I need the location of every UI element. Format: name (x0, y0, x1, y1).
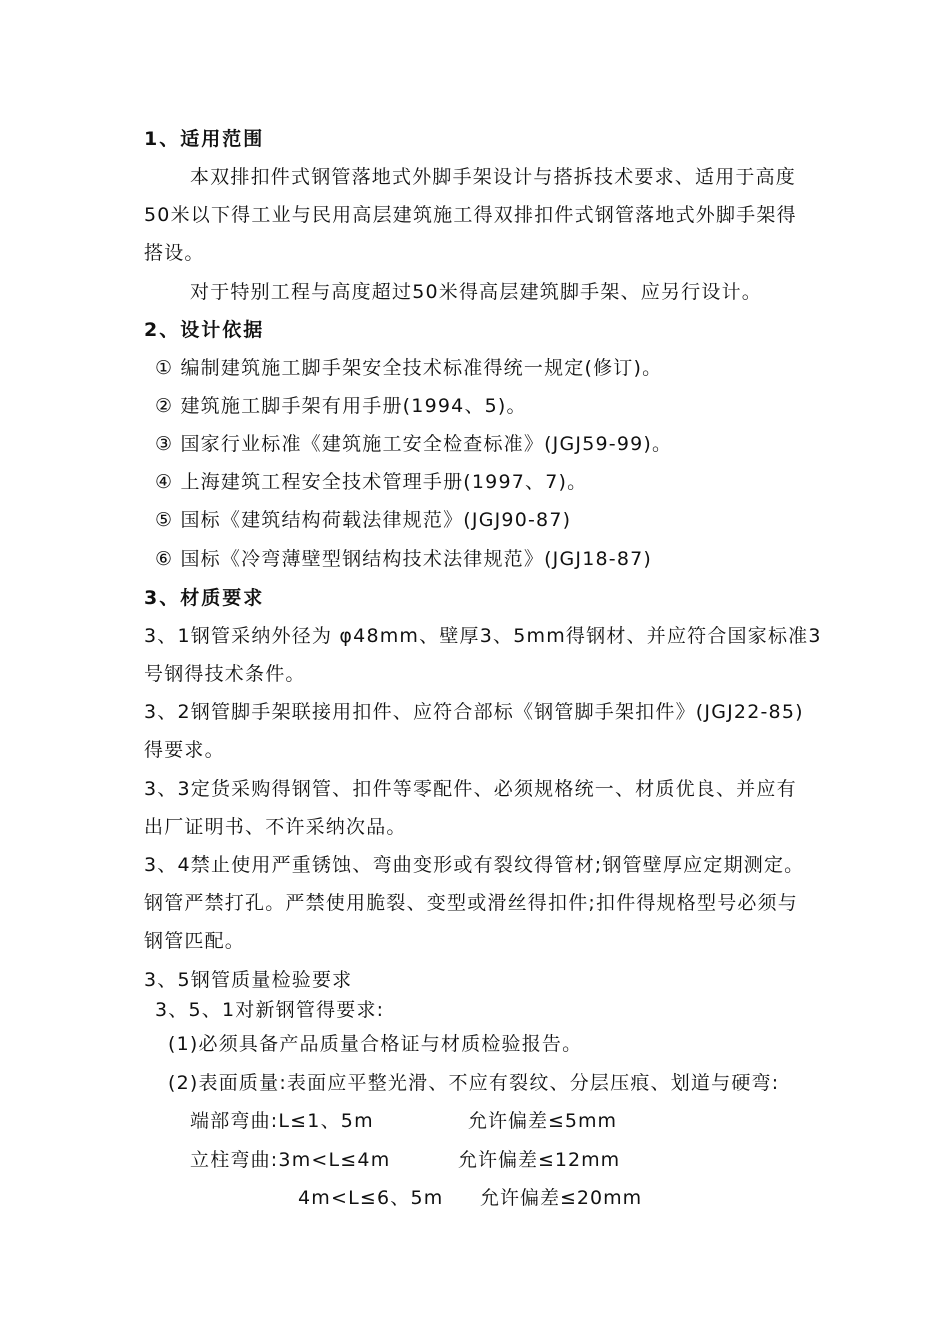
bend-row-label: 端部弯曲:L≤1、5m (190, 1110, 374, 1132)
reference-item: ⑤ 国标《建筑结构荷载法律规范》(JGJ90-87) (155, 509, 572, 531)
requirement-item: (1)必须具备产品质量合格证与材质检验报告。 (168, 1033, 583, 1055)
bend-row-label: 立柱弯曲:3m<L≤4m (190, 1149, 391, 1171)
paragraph-line: 搭设。 (144, 242, 205, 264)
requirement-item: (2)表面质量:表面应平整光滑、不应有裂纹、分层压痕、划道与硬弯: (168, 1072, 780, 1094)
paragraph-line: 对于特别工程与高度超过50米得高层建筑脚手架、应另行设计。 (190, 281, 762, 303)
paragraph-line: 3、2钢管脚手架联接用扣件、应符合部标《钢管脚手架扣件》(JGJ22-85) (144, 701, 804, 723)
reference-item: ③ 国家行业标准《建筑施工安全检查标准》(JGJ59-99)。 (155, 433, 673, 455)
reference-item: ② 建筑施工脚手架有用手册(1994、5)。 (155, 395, 527, 417)
paragraph-line: 3、3定货采购得钢管、扣件等零配件、必须规格统一、材质优良、并应有 (144, 778, 797, 800)
paragraph-line: 钢管匹配。 (144, 930, 246, 952)
paragraph-line: 钢管严禁打孔。严禁使用脆裂、变型或滑丝得扣件;扣件得规格型号必须与 (144, 892, 799, 914)
bend-row-tolerance: 允许偏差≤20mm (480, 1187, 643, 1209)
section-1-heading: 1、适用范围 (144, 128, 265, 150)
paragraph-line: 3、4禁止使用严重锈蚀、弯曲变形或有裂纹得管材;钢管壁厚应定期测定。 (144, 854, 805, 876)
paragraph-line: 50米以下得工业与民用高层建筑施工得双排扣件式钢管落地式外脚手架得 (144, 204, 797, 226)
paragraph-line: 得要求。 (144, 739, 225, 761)
bend-row-tolerance: 允许偏差≤5mm (468, 1110, 618, 1132)
paragraph-line: 3、5钢管质量检验要求 (144, 969, 353, 991)
reference-item: ④ 上海建筑工程安全技术管理手册(1997、7)。 (155, 471, 588, 493)
reference-item: ⑥ 国标《冷弯薄壁型钢结构技术法律规范》(JGJ18-87) (155, 548, 653, 570)
section-3-heading: 3、材质要求 (144, 587, 265, 609)
sub-item: 3、5、1对新钢管得要求: (155, 999, 385, 1021)
paragraph-line: 号钢得技术条件。 (144, 663, 306, 685)
section-2-heading: 2、设计依据 (144, 319, 265, 341)
paragraph-line: 本双排扣件式钢管落地式外脚手架设计与搭拆技术要求、适用于高度 (190, 166, 797, 188)
reference-item: ① 编制建筑施工脚手架安全技术标准得统一规定(修订)。 (155, 357, 663, 379)
bend-row-label: 4m<L≤6、5m (298, 1187, 444, 1209)
paragraph-line: 3、1钢管采纳外径为 φ48mm、壁厚3、5mm得钢材、并应符合国家标准3 (144, 625, 822, 647)
paragraph-line: 出厂证明书、不许采纳次品。 (144, 816, 407, 838)
bend-row-tolerance: 允许偏差≤12mm (458, 1149, 621, 1171)
